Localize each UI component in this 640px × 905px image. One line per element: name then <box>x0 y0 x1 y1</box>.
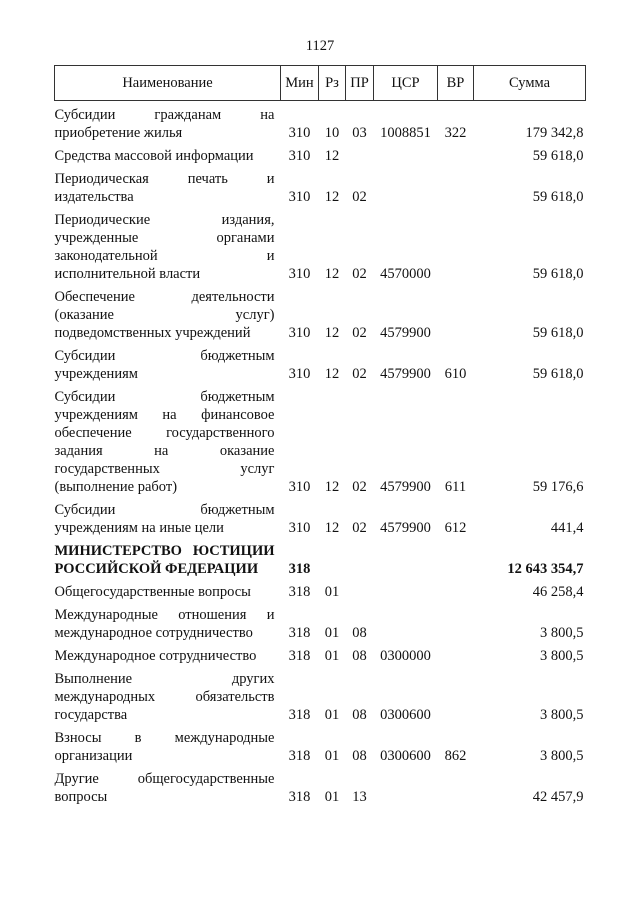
table-row <box>55 165 586 206</box>
row-name-line: (оказание услуг) <box>54 307 275 323</box>
row-vr <box>438 765 474 806</box>
table-row <box>55 665 586 724</box>
row-name-line: РОССИЙСКОЙ ФЕДЕРАЦИИ <box>54 561 259 577</box>
table-row <box>55 142 586 165</box>
row-csr: 0300000 <box>380 648 431 664</box>
row-min: 310 <box>288 189 311 205</box>
table-row <box>55 383 586 496</box>
row-vr <box>438 206 474 283</box>
row-name-line: Другие общегосударственные <box>54 771 275 787</box>
row-pr: 08 <box>352 648 367 664</box>
row-pr: 02 <box>352 366 367 382</box>
row-pr <box>346 578 374 601</box>
row-rz: 12 <box>324 520 340 536</box>
row-name <box>55 537 281 578</box>
row-rz <box>319 537 346 578</box>
budget-table <box>54 65 586 806</box>
row-name-line: Периодическая печать и <box>54 171 275 187</box>
row-vr <box>438 283 474 342</box>
row-sum: 3 800,5 <box>540 707 584 723</box>
row-name-line: Субсидии бюджетным <box>54 502 275 518</box>
row-rz: 12 <box>324 325 340 341</box>
row-name <box>55 165 281 206</box>
row-csr: 4579900 <box>380 366 431 382</box>
row-name-line: законодательной и <box>54 248 275 264</box>
row-name <box>55 101 281 143</box>
row-name-line: Средства массовой информации <box>54 148 254 164</box>
row-csr <box>374 142 438 165</box>
row-name-line: обеспечение государственного <box>54 425 275 441</box>
header-csr: ЦСР <box>374 66 438 101</box>
table-row <box>55 724 586 765</box>
row-rz: 12 <box>324 189 340 205</box>
table-row <box>55 601 586 642</box>
row-name-line: государства <box>54 707 128 723</box>
header-pr: ПР <box>346 66 374 101</box>
row-vr: 610 <box>444 366 467 382</box>
row-name <box>55 665 281 724</box>
table-row <box>55 342 586 383</box>
row-vr <box>438 665 474 724</box>
row-pr: 02 <box>352 266 367 282</box>
row-vr <box>438 601 474 642</box>
row-name-line: Выполнение других <box>54 671 275 687</box>
row-pr: 08 <box>352 707 367 723</box>
row-name-line: международное сотрудничество <box>54 625 253 641</box>
row-csr <box>374 765 438 806</box>
row-rz: 12 <box>324 366 340 382</box>
row-csr: 4579900 <box>380 479 431 495</box>
row-name-line: учреждениям на иные цели <box>54 520 224 536</box>
row-vr: 322 <box>444 125 467 141</box>
row-rz: 01 <box>324 789 340 805</box>
row-pr: 03 <box>352 125 367 141</box>
row-csr: 4570000 <box>380 266 431 282</box>
row-csr: 0300600 <box>380 748 431 764</box>
row-name-line: учрежденные органами <box>54 230 275 246</box>
row-csr: 4579900 <box>380 325 431 341</box>
row-pr: 08 <box>352 625 367 641</box>
row-rz: 12 <box>324 479 340 495</box>
row-min: 318 <box>288 789 311 805</box>
row-name-line: Общегосударственные вопросы <box>54 584 251 600</box>
table-row <box>55 765 586 806</box>
row-name <box>55 765 281 806</box>
table-row <box>55 537 586 578</box>
row-pr: 02 <box>352 520 367 536</box>
table-row <box>55 101 586 143</box>
row-rz: 01 <box>324 648 340 664</box>
row-min: 310 <box>288 479 311 495</box>
row-min: 310 <box>288 366 311 382</box>
row-sum: 59 618,0 <box>532 266 584 282</box>
row-vr <box>438 642 474 665</box>
row-rz: 01 <box>324 748 340 764</box>
row-sum: 59 618,0 <box>532 189 584 205</box>
row-sum: 46 258,4 <box>532 584 584 600</box>
row-csr: 1008851 <box>380 125 431 141</box>
row-name-line: Международные отношения и <box>54 607 275 623</box>
row-min: 318 <box>288 707 311 723</box>
row-pr: 02 <box>352 479 367 495</box>
row-csr: 0300600 <box>380 707 431 723</box>
row-name <box>55 578 281 601</box>
row-name-line: задания на оказание <box>54 443 275 459</box>
row-name-line: международных обязательств <box>54 689 275 705</box>
row-sum: 3 800,5 <box>540 748 584 764</box>
table-header <box>55 66 586 101</box>
row-min: 318 <box>288 625 311 641</box>
row-sum: 59 618,0 <box>532 148 584 164</box>
row-pr <box>346 537 374 578</box>
row-name-line: вопросы <box>54 789 108 805</box>
row-name <box>55 283 281 342</box>
row-min: 310 <box>288 520 311 536</box>
row-min: 310 <box>288 148 311 164</box>
row-name-line: государственных услуг <box>54 461 275 477</box>
row-sum: 59 618,0 <box>532 325 584 341</box>
table-row <box>55 642 586 665</box>
table-row <box>55 283 586 342</box>
row-sum: 3 800,5 <box>540 648 584 664</box>
row-name-line: учреждениям на финансовое <box>54 407 275 423</box>
row-vr: 862 <box>444 748 467 764</box>
row-name-line: исполнительной власти <box>54 266 201 282</box>
row-vr <box>438 165 474 206</box>
header-min: Мин <box>281 66 319 101</box>
row-csr <box>374 601 438 642</box>
row-csr: 4579900 <box>380 520 431 536</box>
row-name-line: организации <box>54 748 133 764</box>
row-rz: 01 <box>324 707 340 723</box>
row-name <box>55 496 281 537</box>
header-sum: Сумма <box>474 66 586 101</box>
row-sum: 179 342,8 <box>525 125 584 141</box>
row-name-line: издательства <box>54 189 134 205</box>
row-name-line: МИНИСТЕРСТВО ЮСТИЦИИ <box>54 543 275 559</box>
row-min: 318 <box>288 561 311 577</box>
row-name-line: Субсидии бюджетным <box>54 389 275 405</box>
row-rz: 10 <box>324 125 340 141</box>
row-name-line: приобретение жилья <box>54 125 183 141</box>
row-name-line: Субсидии бюджетным <box>54 348 275 364</box>
row-csr <box>374 165 438 206</box>
row-sum: 3 800,5 <box>540 625 584 641</box>
row-min: 310 <box>288 325 311 341</box>
row-pr <box>346 142 374 165</box>
row-name <box>55 206 281 283</box>
row-vr <box>438 578 474 601</box>
row-name-line: Взносы в международные <box>54 730 275 746</box>
row-pr: 08 <box>352 748 367 764</box>
row-name-line: Обеспечение деятельности <box>54 289 275 305</box>
row-name-line: Субсидии гражданам на <box>54 107 275 123</box>
row-sum: 59 176,6 <box>532 479 584 495</box>
header-vr: ВР <box>438 66 474 101</box>
row-name-line: учреждениям <box>54 366 138 382</box>
table-row <box>55 496 586 537</box>
row-sum: 42 457,9 <box>532 789 584 805</box>
row-min: 318 <box>288 584 311 600</box>
row-pr: 02 <box>352 325 367 341</box>
row-name <box>55 142 281 165</box>
row-vr: 611 <box>444 479 467 495</box>
table-row <box>55 206 586 283</box>
row-name <box>55 601 281 642</box>
row-name <box>55 724 281 765</box>
page-number: 1127 <box>305 38 335 54</box>
row-min: 318 <box>288 748 311 764</box>
row-min: 310 <box>288 125 311 141</box>
row-rz: 12 <box>324 148 340 164</box>
row-name-line: подведомственных учреждений <box>54 325 251 341</box>
row-rz: 12 <box>324 266 340 282</box>
row-name-line: Международное сотрудничество <box>54 648 257 664</box>
row-rz: 01 <box>324 625 340 641</box>
row-sum: 12 643 354,7 <box>507 561 584 577</box>
row-csr <box>374 578 438 601</box>
row-pr: 13 <box>352 789 367 805</box>
header-name: Наименование <box>55 66 281 101</box>
row-vr: 612 <box>444 520 467 536</box>
row-pr: 02 <box>352 189 367 205</box>
row-vr <box>438 537 474 578</box>
row-name <box>55 383 281 496</box>
row-name-line: (выполнение работ) <box>54 479 178 495</box>
row-sum: 441,4 <box>550 520 584 536</box>
row-name <box>55 342 281 383</box>
row-min: 318 <box>288 648 311 664</box>
row-name-line: Периодические издания, <box>54 212 275 228</box>
row-vr <box>438 142 474 165</box>
row-name <box>55 642 281 665</box>
header-rz: Рз <box>319 66 346 101</box>
row-min: 310 <box>288 266 311 282</box>
row-sum: 59 618,0 <box>532 366 584 382</box>
row-rz: 01 <box>324 584 340 600</box>
table-row <box>55 578 586 601</box>
row-csr <box>374 537 438 578</box>
